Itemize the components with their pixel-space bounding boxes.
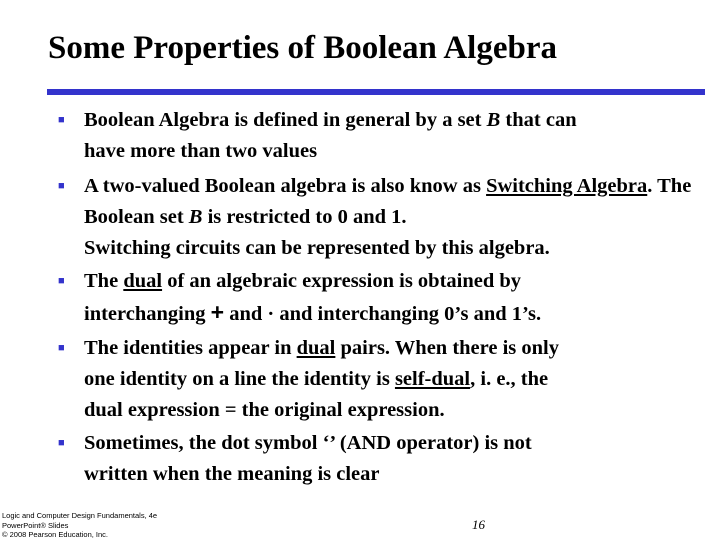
bullet-item-5 (58, 428, 698, 490)
bullet-4-line2-a: one identity on a line the identity is (84, 368, 395, 390)
bullet-3-line2-b: and (224, 303, 268, 325)
bullet-4-line1-a: The identities appear in (84, 337, 297, 359)
term-dual-pairs: dual (296, 337, 336, 359)
bullet-4-line2-b: , i. e., the (470, 368, 549, 390)
term-dual: dual (123, 270, 163, 292)
bullet-3-line2-a: interchanging (84, 303, 211, 325)
bullet-2-line2-b: is restricted to 0 and 1. (202, 206, 407, 228)
dot-operator: · (267, 303, 275, 325)
slide-title: Some Properties of Boolean Algebra (48, 30, 557, 66)
bullet-3-line2-c: and interchanging 0’s and 1’s. (274, 303, 542, 325)
footer-book-title: Logic and Computer Design Fundamentals, 4e (2, 511, 158, 520)
bullet-2-line3: Switching circuits can be represented by this algebra. (84, 237, 550, 259)
bullet-1-var-b: B (486, 109, 501, 131)
bullet-5-line1-b: ’ (AND operator) is not (329, 432, 532, 454)
footer-copyright: © 2008 Pearson Education, Inc. (2, 530, 109, 539)
bullet-5-line1-a: Sometimes, the dot symbol ‘ (84, 432, 330, 454)
slide-footer (2, 511, 157, 540)
square-bullet-icon: ■ (58, 437, 65, 449)
square-bullet-icon: ■ (58, 180, 65, 192)
page-number: 16 (472, 517, 485, 532)
term-self-dual: self-dual (394, 368, 471, 390)
square-bullet-icon: ■ (58, 275, 65, 287)
plus-operator: + (210, 299, 225, 325)
footer-slides-label: PowerPoint® Slides (2, 520, 69, 530)
bullet-2-line1-a: A two-valued Boolean algebra is also know as (84, 175, 487, 197)
bullet-item-1 (58, 105, 698, 167)
bullet-5-line2: written when the meaning is clear (84, 463, 380, 485)
term-switching-algebra: Switching Algebra (486, 175, 648, 197)
square-bullet-icon: ■ (58, 114, 65, 126)
bullet-item-2 (58, 171, 698, 264)
bullet-3-line1-b: of an algebraic expression is obtained by (162, 270, 522, 292)
bullet-1-line1-a: Boolean Algebra is defined in general by a set (84, 109, 487, 131)
bullet-2-var-b: B (188, 206, 203, 228)
bullet-1-line2: have more than two values (84, 140, 318, 162)
bullet-4-line3: dual expression = the original expression. (84, 399, 445, 421)
bullet-1-line1-b: that can (500, 109, 577, 131)
bullet-item-4 (58, 333, 698, 426)
bullet-2-line2-a: . The Boolean set (84, 175, 692, 228)
bullet-3-line1-a: The (84, 270, 124, 292)
bullet-4-line1-b: pairs. When there is only (335, 337, 560, 359)
bullet-item-3 (58, 266, 698, 330)
square-bullet-icon: ■ (58, 342, 65, 354)
